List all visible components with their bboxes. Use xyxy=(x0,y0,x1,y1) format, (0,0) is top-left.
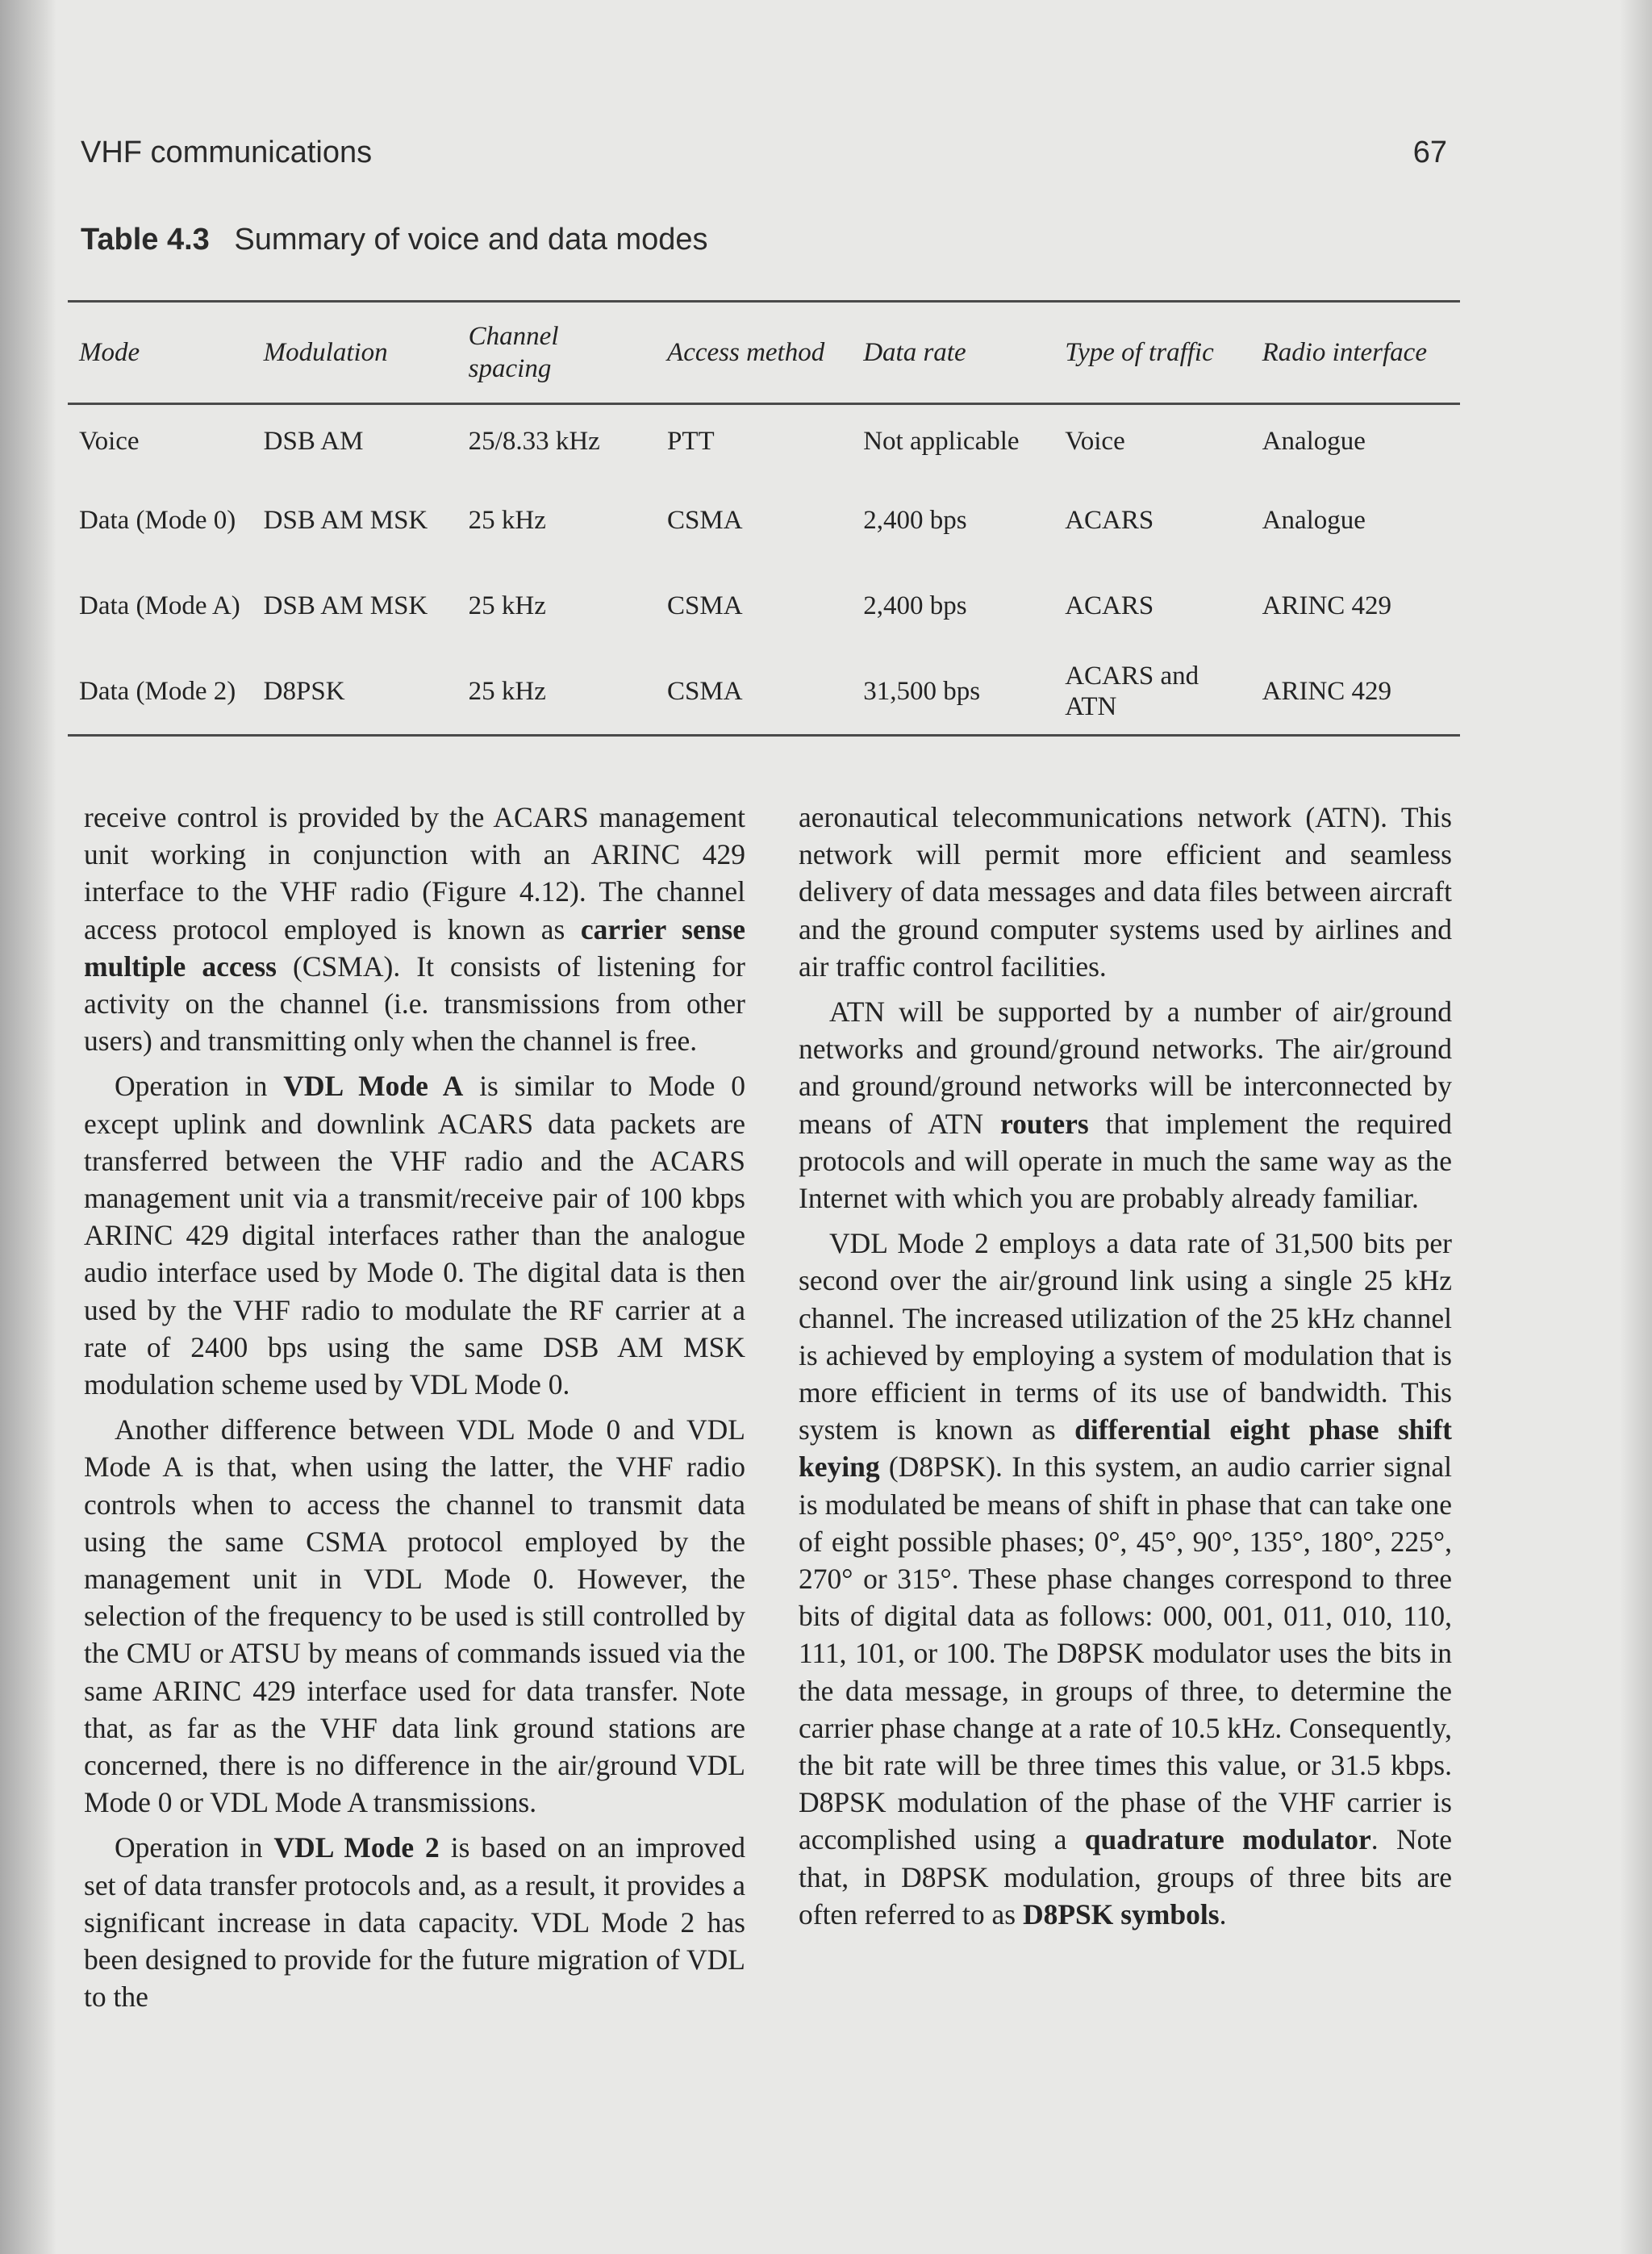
cell-channel-spacing: 25 kHz xyxy=(468,677,546,706)
left-text-column xyxy=(84,799,745,2024)
header-radio-interface: Radio interface xyxy=(1262,338,1427,367)
cell-modulation: D8PSK xyxy=(263,677,345,706)
bold-term: carrier sense multiple access xyxy=(84,912,745,983)
right-text-column xyxy=(799,799,1452,1941)
header-type-of-traffic: Type of traffic xyxy=(1065,338,1214,367)
cell-data-rate: 31,500 bps xyxy=(863,677,981,706)
page-number: 67 xyxy=(1412,136,1447,169)
text-run: Operation in xyxy=(115,1831,274,1864)
text-run: (CSMA). It consists of listening for activity on the channel (i.e. transmissions from other users) and transmitting only when the channel is free. xyxy=(84,950,745,1058)
text-run: receive control is provided by the ACARS management unit working in conjunction with an ARINC 429 interface to the VHF radio (Figure 4.12). The channel access protocol employed is known as xyxy=(84,801,745,945)
table-row xyxy=(68,649,1460,734)
bold-term: VDL Mode A xyxy=(283,1070,464,1103)
table-row xyxy=(68,563,1460,649)
cell-mode: Data (Mode A) xyxy=(79,591,240,620)
paragraph xyxy=(799,1225,1452,1933)
table-row xyxy=(68,405,1460,478)
cell-channel-spacing: 25 kHz xyxy=(468,506,546,535)
table-header-row xyxy=(68,303,1460,403)
table-label: Table 4.3 xyxy=(81,223,210,257)
table-caption-text: Summary of voice and data modes xyxy=(234,223,708,257)
paragraph xyxy=(84,1067,745,1403)
page-edge-shadow xyxy=(1620,0,1652,2254)
cell-access-method: CSMA xyxy=(667,677,743,706)
cell-access-method: CSMA xyxy=(667,591,743,620)
summary-table xyxy=(68,300,1460,737)
paragraph xyxy=(799,799,1452,985)
bold-term: routers xyxy=(999,1107,1089,1140)
header-data-rate: Data rate xyxy=(863,338,966,367)
table-bottom-rule xyxy=(68,734,1460,737)
cell-modulation: DSB AM MSK xyxy=(263,506,428,535)
table-caption xyxy=(81,223,708,257)
cell-radio-interface: Analogue xyxy=(1262,427,1366,456)
cell-radio-interface: ARINC 429 xyxy=(1262,677,1392,706)
cell-channel-spacing: 25/8.33 kHz xyxy=(468,427,600,456)
text-run: that implement the required protocols and will operate in much the same way as the Internet with which you are probably already familiar. xyxy=(799,1107,1452,1215)
text-run: VDL Mode 2 employs a data rate of 31,500 bits per second over the air/ground link using a single 25 kHz channel. The increased utilization of the 25 kHz channel is achieved by employing a system of modulation that is more efficient in terms of its use of bandwidth. This system is known as xyxy=(799,1227,1452,1446)
text-run: (D8PSK). In this system, an audio carrier signal is modulated be means of shift in phase that can take one of eight possible phases; 0°, 45°, 90°, 135°, 180°, 225°, 270° or 315°. These phase changes correspond to three bits of digital data as follows: 000, 001, 011, 010, 110, 111, 101, or 100. The D8PSK modulator uses the bits in the data message, in groups of three, to determine the carrier phase change at a rate of 10.5 kHz. Consequently, the bit rate will be three times this value, or 31.5 kbps. D8PSK modulation of the phase of the VHF carrier is accomplished using a xyxy=(799,1450,1452,1856)
text-run: ATN will be supported by a number of air/ground networks and ground/ground networks. The air/ground and ground/ground networks will be interconnected by means of ATN xyxy=(799,996,1452,1140)
paragraph xyxy=(84,1829,745,2015)
text-run: . xyxy=(1219,1897,1227,1931)
cell-mode: Data (Mode 2) xyxy=(79,677,236,706)
text-run: is based on an improved set of data transfer protocols and, as a result, it provides a significant increase in data capacity. VDL Mode 2 has been designed to provide for the future migration of VDL to the xyxy=(84,1831,745,2014)
cell-type-of-traffic: ACARS and ATN xyxy=(1065,662,1199,721)
text-run: Another difference between VDL Mode 0 and VDL Mode A is that, when using the latter, the VHF radio controls when to access the channel to transmit data using the same CSMA protocol employed by the management unit in VDL Mode 0. However, the selection of the frequency to be used is still controlled by the CMU or ATSU by means of commands issued via the same ARINC 429 interface used for data transfer. Note that, as far as the VHF data link ground stations are concerned, there is no difference in the air/ground VDL Mode 0 or VDL Mode A transmissions. xyxy=(84,1413,745,1819)
paragraph xyxy=(84,799,745,1059)
paragraph xyxy=(799,993,1452,1217)
cell-mode: Data (Mode 0) xyxy=(79,506,236,535)
chapter-title: VHF communications xyxy=(81,136,373,169)
cell-type-of-traffic: Voice xyxy=(1065,427,1125,456)
header-channel-spacing: Channel spacing xyxy=(468,322,559,383)
bold-term: VDL Mode 2 xyxy=(273,1831,440,1864)
cell-data-rate: 2,400 bps xyxy=(863,506,967,535)
cell-modulation: DSB AM MSK xyxy=(263,591,428,620)
cell-modulation: DSB AM xyxy=(263,427,364,456)
page-binding-shadow xyxy=(0,0,56,2254)
cell-data-rate: Not applicable xyxy=(863,427,1020,456)
cell-mode: Voice xyxy=(79,427,140,456)
bold-term: quadrature modulator xyxy=(1084,1823,1371,1856)
header-mode: Mode xyxy=(79,338,140,367)
cell-type-of-traffic: ACARS xyxy=(1065,506,1154,535)
modes-table xyxy=(68,303,1460,734)
cell-type-of-traffic: ACARS xyxy=(1065,591,1154,620)
cell-access-method: CSMA xyxy=(667,506,743,535)
text-run: Operation in xyxy=(115,1070,284,1103)
text-run: is similar to Mode 0 except uplink and downlink ACARS data packets are transferred between the VHF radio and the ACARS management unit via a transmit/receive pair of 100 kbps ARINC 429 digital interfaces rather than the analogue audio interface used by Mode 0. The digital data is then used by the VHF radio to modulate the RF carrier at a rate of 2400 bps using the same DSB AM MSK modulation scheme used by VDL Mode 0. xyxy=(84,1070,746,1401)
header-access-method: Access method xyxy=(667,338,825,367)
text-run: aeronautical telecommunications network (ATN). This network will permit more efficient and seamless delivery of data messages and data files between aircraft and the ground computer systems used by airlines and air traffic control facilities. xyxy=(799,801,1452,983)
cell-channel-spacing: 25 kHz xyxy=(468,591,546,620)
paragraph xyxy=(84,1411,745,1821)
cell-access-method: PTT xyxy=(667,427,715,456)
text-run: . Note that, in D8PSK modulation, groups of three bits are often referred to as xyxy=(799,1823,1452,1931)
cell-radio-interface: ARINC 429 xyxy=(1262,591,1392,620)
bold-term: differential eight phase shift keying xyxy=(799,1413,1453,1484)
bold-term: D8PSK symbols xyxy=(1022,1897,1220,1931)
header-modulation: Modulation xyxy=(263,338,388,367)
table-row xyxy=(68,478,1460,563)
cell-data-rate: 2,400 bps xyxy=(863,591,967,620)
cell-radio-interface: Analogue xyxy=(1262,506,1366,535)
